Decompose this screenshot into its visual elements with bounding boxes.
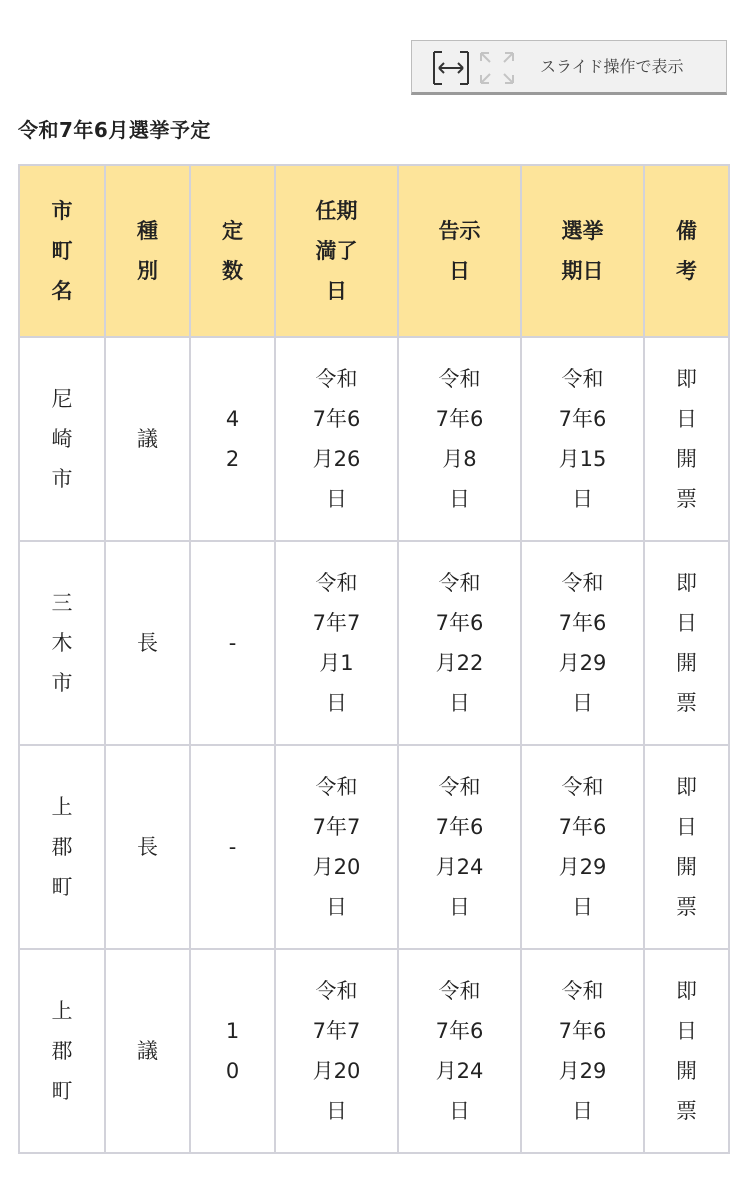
cell-line: 7年6 (312, 407, 361, 431)
cell-line: 日 (448, 487, 470, 511)
cell-city (19, 337, 105, 541)
cell-notice (398, 949, 521, 1153)
cell-term-end (275, 745, 398, 949)
cell-type (105, 541, 190, 745)
cell-line: 票 (676, 487, 697, 511)
cell-line: 7年6 (435, 407, 484, 431)
header-line: 日 (326, 279, 347, 303)
header-note (644, 165, 729, 337)
cell-type (105, 337, 190, 541)
cell-line: 木 (51, 631, 73, 655)
cell-line: 7年6 (435, 815, 484, 839)
cell-line: 即 (676, 571, 697, 595)
cell-election-date (521, 949, 644, 1153)
cell-line: 長 (137, 631, 158, 655)
cell-line: 開 (676, 447, 697, 471)
cell-line: 上 (51, 999, 73, 1023)
cell-line: 三 (51, 591, 73, 615)
cell-line: - (228, 631, 237, 655)
cell-line: 7年6 (435, 1019, 484, 1043)
cell-line: 令和 (438, 775, 481, 799)
cell-line: 7年6 (435, 611, 484, 635)
cell-line: 令和 (438, 367, 481, 391)
horizontal-expand-icon (432, 50, 470, 86)
cell-type (105, 745, 190, 949)
cell-seats (190, 541, 275, 745)
cell-line: 日 (571, 487, 593, 511)
fullscreen-icon (478, 50, 516, 86)
cell-line: 7年6 (558, 407, 607, 431)
cell-line: 日 (676, 1019, 697, 1043)
cell-line: 7年7 (312, 815, 361, 839)
header-line: 期日 (561, 259, 604, 283)
header-notice (398, 165, 521, 337)
cell-line: 郡 (51, 835, 73, 859)
header-line: 選挙 (561, 219, 604, 243)
cell-seats (190, 949, 275, 1153)
cell-line: 令和 (315, 571, 358, 595)
header-line: 別 (137, 259, 158, 283)
cell-note (644, 949, 729, 1153)
cell-line: 日 (571, 691, 593, 715)
cell-line: 月26 (312, 447, 361, 471)
cell-line: 尼 (51, 387, 73, 411)
cell-line: 日 (571, 1099, 593, 1123)
cell-seats (190, 745, 275, 949)
cell-line: 7年7 (312, 1019, 361, 1043)
cell-city (19, 949, 105, 1153)
cell-line: 令和 (438, 571, 481, 595)
cell-line: 7年6 (558, 611, 607, 635)
header-line: 満了 (315, 239, 358, 263)
cell-line: 即 (676, 979, 697, 1003)
header-line: 市 (51, 199, 73, 223)
cell-line: 開 (676, 651, 697, 675)
cell-line: 7年7 (312, 611, 361, 635)
cell-election-date (521, 337, 644, 541)
cell-line: 市 (51, 671, 73, 695)
cell-line: 町 (51, 875, 73, 899)
cell-seats (190, 337, 275, 541)
cell-line: 日 (325, 895, 347, 919)
cell-line: 市 (51, 467, 73, 491)
table-header-row (19, 165, 729, 337)
cell-line: 令和 (315, 775, 358, 799)
cell-election-date (521, 745, 644, 949)
election-table (18, 164, 730, 1154)
cell-city (19, 745, 105, 949)
cell-line: 日 (676, 815, 697, 839)
header-type (105, 165, 190, 337)
cell-line: 日 (448, 1099, 470, 1123)
cell-note (644, 745, 729, 949)
cell-line: 日 (448, 691, 470, 715)
header-line: 備 (676, 219, 697, 243)
cell-term-end (275, 541, 398, 745)
cell-line: 崎 (51, 427, 73, 451)
header-line: 定 (222, 219, 243, 243)
cell-notice (398, 541, 521, 745)
header-line: 名 (51, 279, 73, 303)
slide-view-button[interactable] (411, 40, 727, 95)
cell-line: 日 (325, 487, 347, 511)
header-line: 種 (137, 219, 158, 243)
cell-line: 月29 (558, 651, 607, 675)
cell-line: 令和 (315, 979, 358, 1003)
header-line: 町 (51, 239, 73, 263)
cell-line: 令和 (561, 367, 604, 391)
cell-line: 月1 (319, 651, 354, 675)
cell-term-end (275, 337, 398, 541)
cell-line: 令和 (561, 775, 604, 799)
header-line: 告示 (438, 219, 481, 243)
table-row (19, 745, 729, 949)
cell-line: 開 (676, 1059, 697, 1083)
cell-city (19, 541, 105, 745)
cell-line: 令和 (561, 979, 604, 1003)
cell-line: 日 (676, 611, 697, 635)
cell-note (644, 337, 729, 541)
cell-line: 日 (325, 1099, 347, 1123)
cell-line: 月15 (558, 447, 607, 471)
cell-line: - (228, 835, 237, 859)
cell-line: 票 (676, 895, 697, 919)
cell-term-end (275, 949, 398, 1153)
table-row (19, 541, 729, 745)
cell-line: 月24 (435, 1059, 484, 1083)
header-seats (190, 165, 275, 337)
cell-line: 日 (676, 407, 697, 431)
cell-line: 7年6 (558, 815, 607, 839)
cell-line: 町 (51, 1079, 73, 1103)
header-line: 日 (449, 259, 470, 283)
cell-line: 月22 (435, 651, 484, 675)
cell-line: 月20 (312, 855, 361, 879)
cell-type (105, 949, 190, 1153)
slide-view-label: スライド操作で表示 (540, 57, 684, 76)
header-line: 数 (222, 259, 243, 283)
cell-notice (398, 337, 521, 541)
cell-notice (398, 745, 521, 949)
cell-line: 日 (571, 895, 593, 919)
cell-line: 令和 (438, 979, 481, 1003)
header-term-end (275, 165, 398, 337)
cell-line: 7年6 (558, 1019, 607, 1043)
cell-line: 令和 (315, 367, 358, 391)
header-line: 任期 (315, 199, 358, 223)
section-title: 令和7年6月選挙予定 (18, 118, 211, 142)
cell-line: 日 (325, 691, 347, 715)
cell-line: 4 (225, 407, 240, 431)
cell-line: 令和 (561, 571, 604, 595)
table-row (19, 337, 729, 541)
cell-line: 月8 (442, 447, 477, 471)
cell-line: 1 (225, 1019, 240, 1043)
cell-line: 日 (448, 895, 470, 919)
cell-note (644, 541, 729, 745)
header-election-date (521, 165, 644, 337)
cell-line: 長 (137, 835, 158, 859)
cell-line: 月29 (558, 855, 607, 879)
cell-line: 議 (137, 427, 158, 451)
header-line: 考 (676, 259, 697, 283)
table-row (19, 949, 729, 1153)
cell-line: 票 (676, 1099, 697, 1123)
cell-line: 議 (137, 1039, 158, 1063)
cell-line: 開 (676, 855, 697, 879)
header-city (19, 165, 105, 337)
cell-line: 票 (676, 691, 697, 715)
cell-line: 月29 (558, 1059, 607, 1083)
cell-line: 上 (51, 795, 73, 819)
cell-line: 2 (225, 447, 240, 471)
cell-line: 月24 (435, 855, 484, 879)
cell-line: 即 (676, 775, 697, 799)
cell-line: 郡 (51, 1039, 73, 1063)
cell-line: 0 (225, 1059, 240, 1083)
cell-line: 月20 (312, 1059, 361, 1083)
cell-line: 即 (676, 367, 697, 391)
cell-election-date (521, 541, 644, 745)
